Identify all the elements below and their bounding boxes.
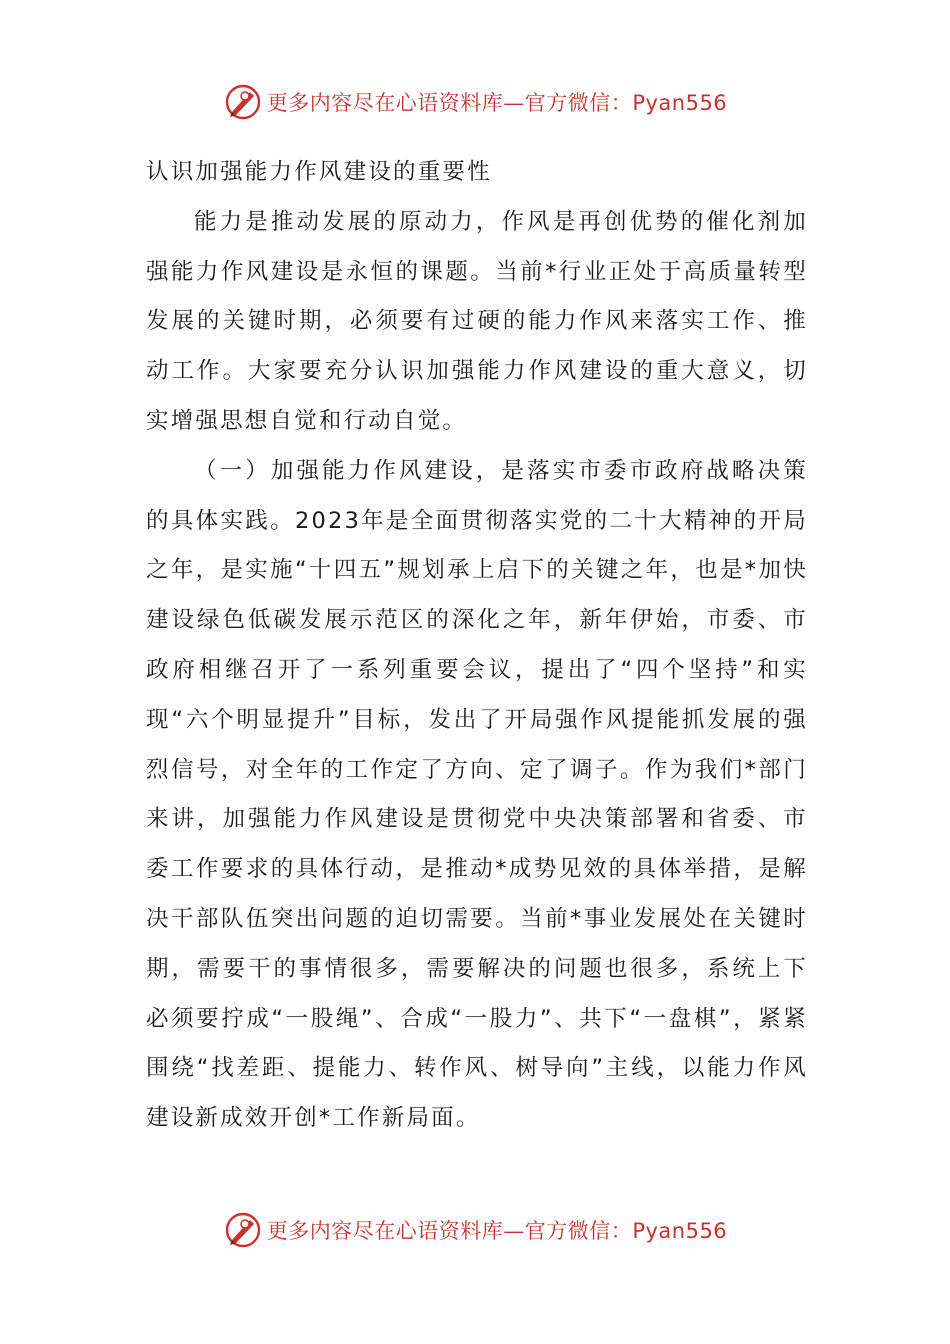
pen-logo-icon: [223, 82, 263, 122]
footer-banner-text: [267, 1215, 727, 1245]
footer-banner-label: 更多内容尽在心语资料库—官方微信：: [266, 1219, 633, 1243]
pen-logo-icon: [223, 1210, 263, 1250]
document-body: [146, 148, 808, 1144]
paragraph-point-one: （一）加强能力作风建设，是落实市委市政府战略决策的具体实践。2023年是全面贯彻落实党的二十大精神的开局之年，是实施“十四五”规划承上启下的关键之年，也是*加快建设绿色低碳发展示范区的深化之年，新年伊始，市委、市政府相继召开了一系列重要会议，提出了“四个坚持”和实现“六个明显提升”目标，发出了开局强作风提能抓发展的强烈信号，对全年的工作定了方向、定了调子。作为我们*部门来讲，加强能力作风建设是贯彻党中央决策部署和省委、市委工作要求的具体行动，是推动*成势见效的具体举措，是解决干部队伍突出问题的迫切需要。当前*事业发展处在关键时期，需要干的事情很多，需要解决的问题也很多，系统上下必须要拧成“一股绳”、合成“一股力”、共下“一盘棋”，紧紧围绕“找差距、提能力、转作风、树导向”主线，以能力作风建设新成效开创*工作新局面。: [146, 457, 808, 1132]
paragraph-intro: 能力是推动发展的原动力，作风是再创优势的催化剂加强能力作风建设是永恒的课题。当前*行业正处于高质量转型发展的关键时期，必须要有过硬的能力作风来落实工作、推动工作。大家要充分认识加强能力作风建设的重大意义，切实增强思想自觉和行动自觉。: [146, 208, 808, 434]
section-heading: 认识加强能力作风建设的重要性: [146, 159, 492, 185]
header-wechat-id: Pyan556: [632, 91, 728, 115]
header-banner-label: 更多内容尽在心语资料库—官方微信：: [266, 91, 633, 115]
header-banner: [0, 82, 950, 122]
header-banner-text: [267, 87, 727, 117]
footer-wechat-id: Pyan556: [632, 1219, 728, 1243]
footer-banner: [0, 1210, 950, 1250]
